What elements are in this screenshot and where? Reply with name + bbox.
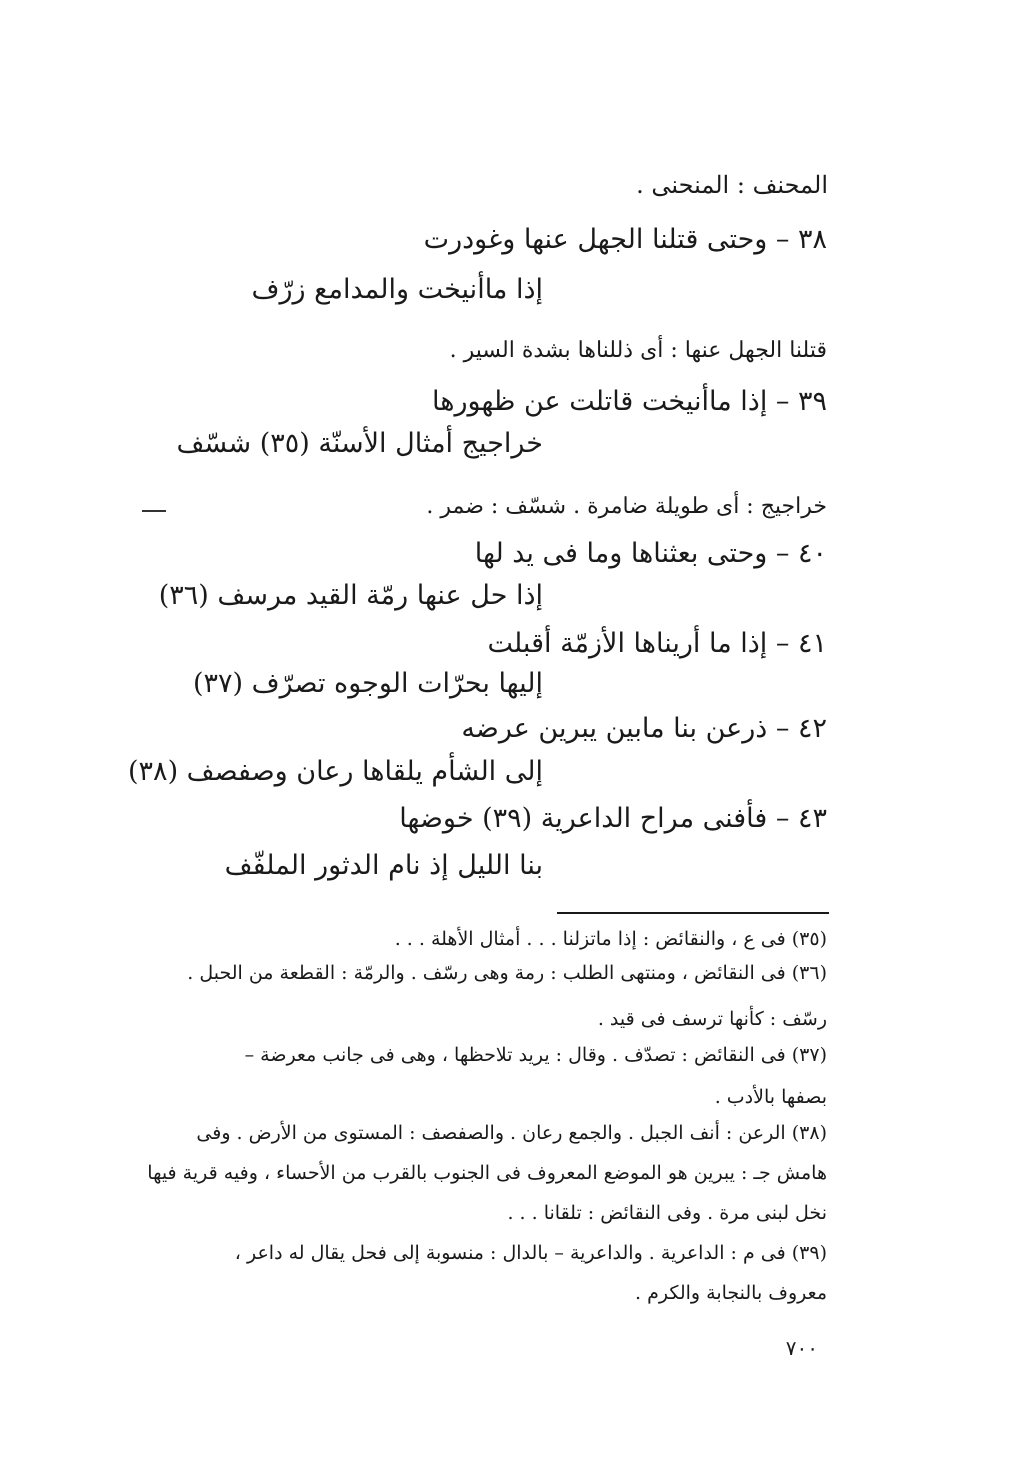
footnote-36-line-1: (٣٦) فى النقائض ، ومنتهى الطلب : رمة وهى رسّف . والرمّة : القطعة من الحبل . [187, 962, 827, 984]
verse-43-first-hemistich: ٤٣ – فأفنى مراح الداعرية (٣٩) خوضها [399, 803, 827, 834]
footnote-36-line-2: رسّف : كأنها ترسف فى قيد . [597, 1008, 827, 1030]
gloss-verse-39: خراجيج : أى طويلة ضامرة . شسّف : ضمر . [426, 494, 827, 519]
verse-41-second-hemistich: إليها بحرّات الوجوه تصرّف (٣٧) [192, 668, 543, 699]
verse-42-first-hemistich: ٤٢ – ذرعن بنا مابين يبرين عرضه [461, 713, 827, 744]
page-number: ٧٠٠ [785, 1336, 818, 1360]
footnote-separator [557, 912, 829, 914]
gloss-verse-38: قتلنا الجهل عنها : أى ذللناها بشدة السير . [449, 338, 827, 363]
footnote-37-line-2: بصفها بالأدب . [714, 1086, 827, 1108]
footnote-39-line-1: (٣٩) فى م : الداعرية . والداعرية – بالدال : منسوبة إلى فحل يقال له داعر ، [234, 1242, 827, 1264]
verse-40-first-hemistich: ٤٠ – وحتى بعثناها وما فى يد لها [474, 538, 827, 569]
verse-39-first-hemistich: ٣٩ – إذا ماأنيخت قاتلت عن ظهورها [432, 386, 827, 417]
verse-41-first-hemistich: ٤١ – إذا ما أريناها الأزمّة أقبلت [487, 628, 827, 659]
margin-dash-mark [142, 510, 166, 512]
verse-42-second-hemistich: إلى الشأم يلقاها رعان وصفصف (٣٨) [128, 756, 543, 787]
verse-40-second-hemistich: إذا حل عنها رمّة القيد مرسف (٣٦) [158, 580, 543, 611]
footnote-37-line-1: (٣٧) فى النقائض : تصدّف . وقال : يريد تلاحظها ، وهى فى جانب معرضة – [244, 1044, 827, 1066]
footnote-35: (٣٥) فى ع ، والنقائض : إذا ماتزلنا . . . أمثال الأهلة . . . [394, 928, 827, 950]
footnote-38-line-1: (٣٨) الرعن : أنف الجبل . والجمع رعان . والصفصف : المستوى من الأرض . وفى [196, 1122, 827, 1144]
gloss-line-almuhannaf: المحنف : المنحنى . [636, 171, 828, 199]
verse-43-second-hemistich: بنا الليل إذ نام الدثور الملفّف [224, 850, 543, 881]
verse-38-first-hemistich: ٣٨ – وحتى قتلنا الجهل عنها وغودرت [423, 224, 827, 255]
footnote-38-line-2: هامش جـ : يبرين هو الموضع المعروف فى الجنوب بالقرب من الأحساء ، وفيه قرية فيها [147, 1162, 827, 1184]
footnote-39-line-2: معروف بالنجابة والكرم . [635, 1282, 827, 1304]
verse-38-second-hemistich: إذا ماأنيخت والمدامع زرّف [251, 274, 543, 305]
verse-39-second-hemistich: خراجيج أمثال الأسنّة (٣٥) شسّف [176, 428, 543, 459]
footnote-38-line-3: نخل لبنى مرة . وفى النقائض : تلقانا . . . [507, 1202, 827, 1224]
